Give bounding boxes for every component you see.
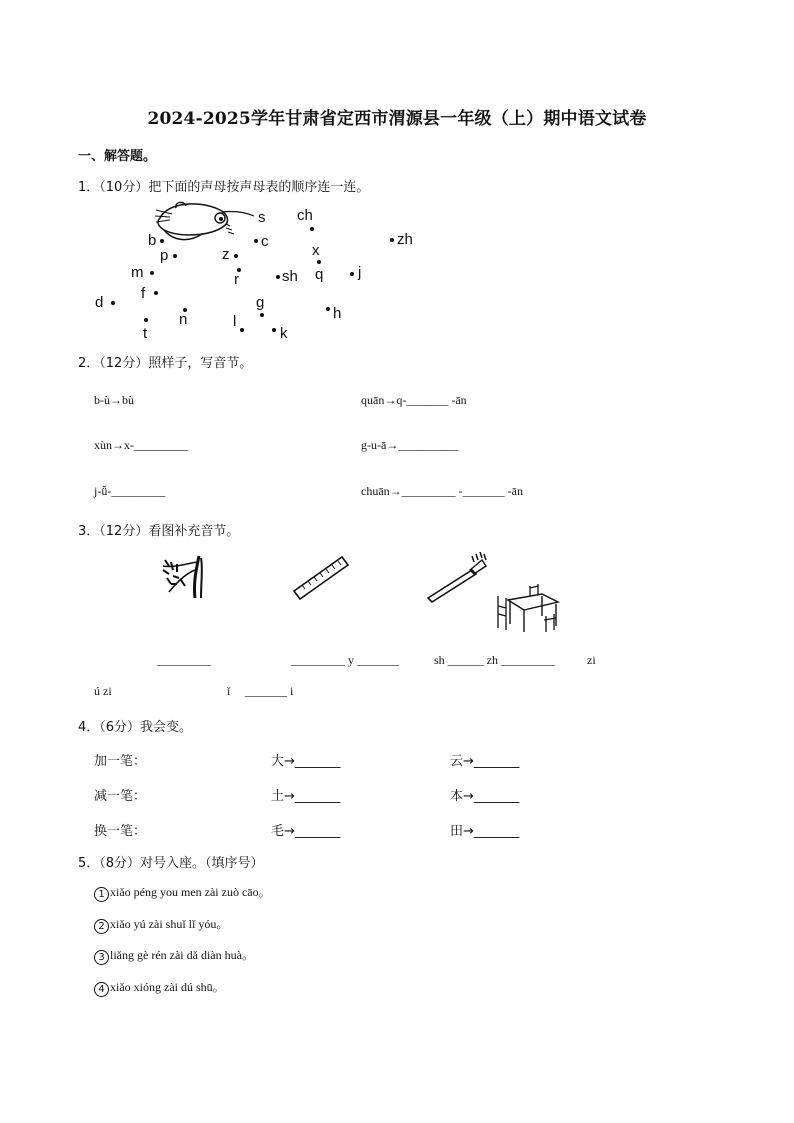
q3-text: ú zi [94,684,112,698]
q4-item: 大→_______ [271,754,341,769]
q2-item: g-u-ā→__________ [361,438,459,452]
q2-item: xùn→x-_________ [94,438,188,452]
dot [111,301,115,305]
letter-b: b [148,232,157,249]
ruler-picture [292,555,350,601]
dot [144,318,148,322]
q4-item: 田→_______ [450,824,520,839]
q4-row-label: 换一笔： [94,824,147,839]
question-3-label: 3．（12分）看图补充音节。 [78,524,240,539]
letter-h: h [333,305,342,322]
q2-item: b-ù→bù [94,393,134,407]
letter-d: d [95,294,104,311]
q4-row-label: 减一笔： [94,789,147,804]
letter-g: g [256,294,265,311]
q4-item: 毛→_______ [271,824,341,839]
q3-blank: _________ y _______ [291,653,399,667]
dot [160,239,164,243]
q3-text: zi [587,653,596,667]
item-number-badge: 2 [94,919,109,934]
letter-r: r [234,271,239,288]
dot [234,254,238,258]
q4-item: 土→_______ [271,789,341,804]
letter-j: j [358,264,362,281]
q3-blank: sh ______ zh _________ [434,653,555,667]
section-heading: 一、解答题。 [78,149,157,164]
q5-item [94,946,254,965]
letter-p: p [160,247,169,264]
dot [173,254,177,258]
dot [154,291,158,295]
question-4-label: 4．（6分）我会变。 [78,720,193,735]
q5-item [94,978,225,997]
toothbrush-picture [424,552,490,604]
dot [317,260,321,264]
letter-dot-field [86,198,426,348]
letter-x: x [312,242,320,259]
q3-blank: _______ i [245,684,294,698]
dot [272,328,276,332]
q5-item [94,883,271,902]
letter-t: t [143,325,148,342]
letter-q: q [315,266,324,283]
question-5-label: 5．（8分）对号入座。（填序号） [78,856,264,871]
q5-item-text: xiǎo péng you men zài zuò cāo。 [110,885,271,899]
letter-ch: ch [297,207,313,224]
letter-z: z [222,246,230,263]
question-1-label: 1．（10分）把下面的声母按声母表的顺序连一连。 [78,180,370,195]
q2-item: j-ǚ-_________ [94,484,166,498]
q5-item-text: liǎng gè rén zài dǎ diàn huà。 [110,948,254,962]
q4-item: 本→_______ [450,789,520,804]
letter-n: n [179,311,188,328]
dot [326,307,330,311]
letter-s: s [258,209,266,226]
q2-item: chuān→_________ -_______ -ān [361,484,523,498]
q5-item-text: xiǎo xióng zài dú shū。 [110,980,225,994]
dot [310,227,314,231]
dot [150,271,154,275]
dot [260,313,264,317]
q4-row-label: 加一笔： [94,754,147,769]
dot [240,328,244,332]
letter-m: m [131,264,144,281]
q2-item: quān→q-_______ -ān [361,393,467,407]
table-chairs-picture [496,580,562,634]
dot [350,272,354,276]
letter-sh: sh [282,268,298,285]
q3-text: ǐ [227,684,231,698]
q5-item-text: xiǎo yú zài shuǐ lǐ yóu。 [110,917,229,931]
q5-item [94,915,228,934]
dot [254,239,258,243]
dot [276,275,280,279]
q4-item: 云→_______ [450,754,520,769]
letter-c: c [261,233,269,250]
q3-blank: _________ [157,653,211,667]
letter-l: l [233,313,237,330]
willow-tree-picture [155,552,207,600]
item-number-badge: 4 [94,982,109,997]
item-number-badge: 3 [94,950,109,965]
letter-f: f [141,285,146,302]
page-title: 2024-2025学年甘肃省定西市渭源县一年级（上）期中语文试卷 [147,109,647,129]
question-2-label: 2．（12分）照样子，写音节。 [78,356,253,371]
dot [390,238,394,242]
item-number-badge: 1 [94,887,109,902]
letter-zh: zh [397,231,413,248]
letter-k: k [280,325,288,342]
